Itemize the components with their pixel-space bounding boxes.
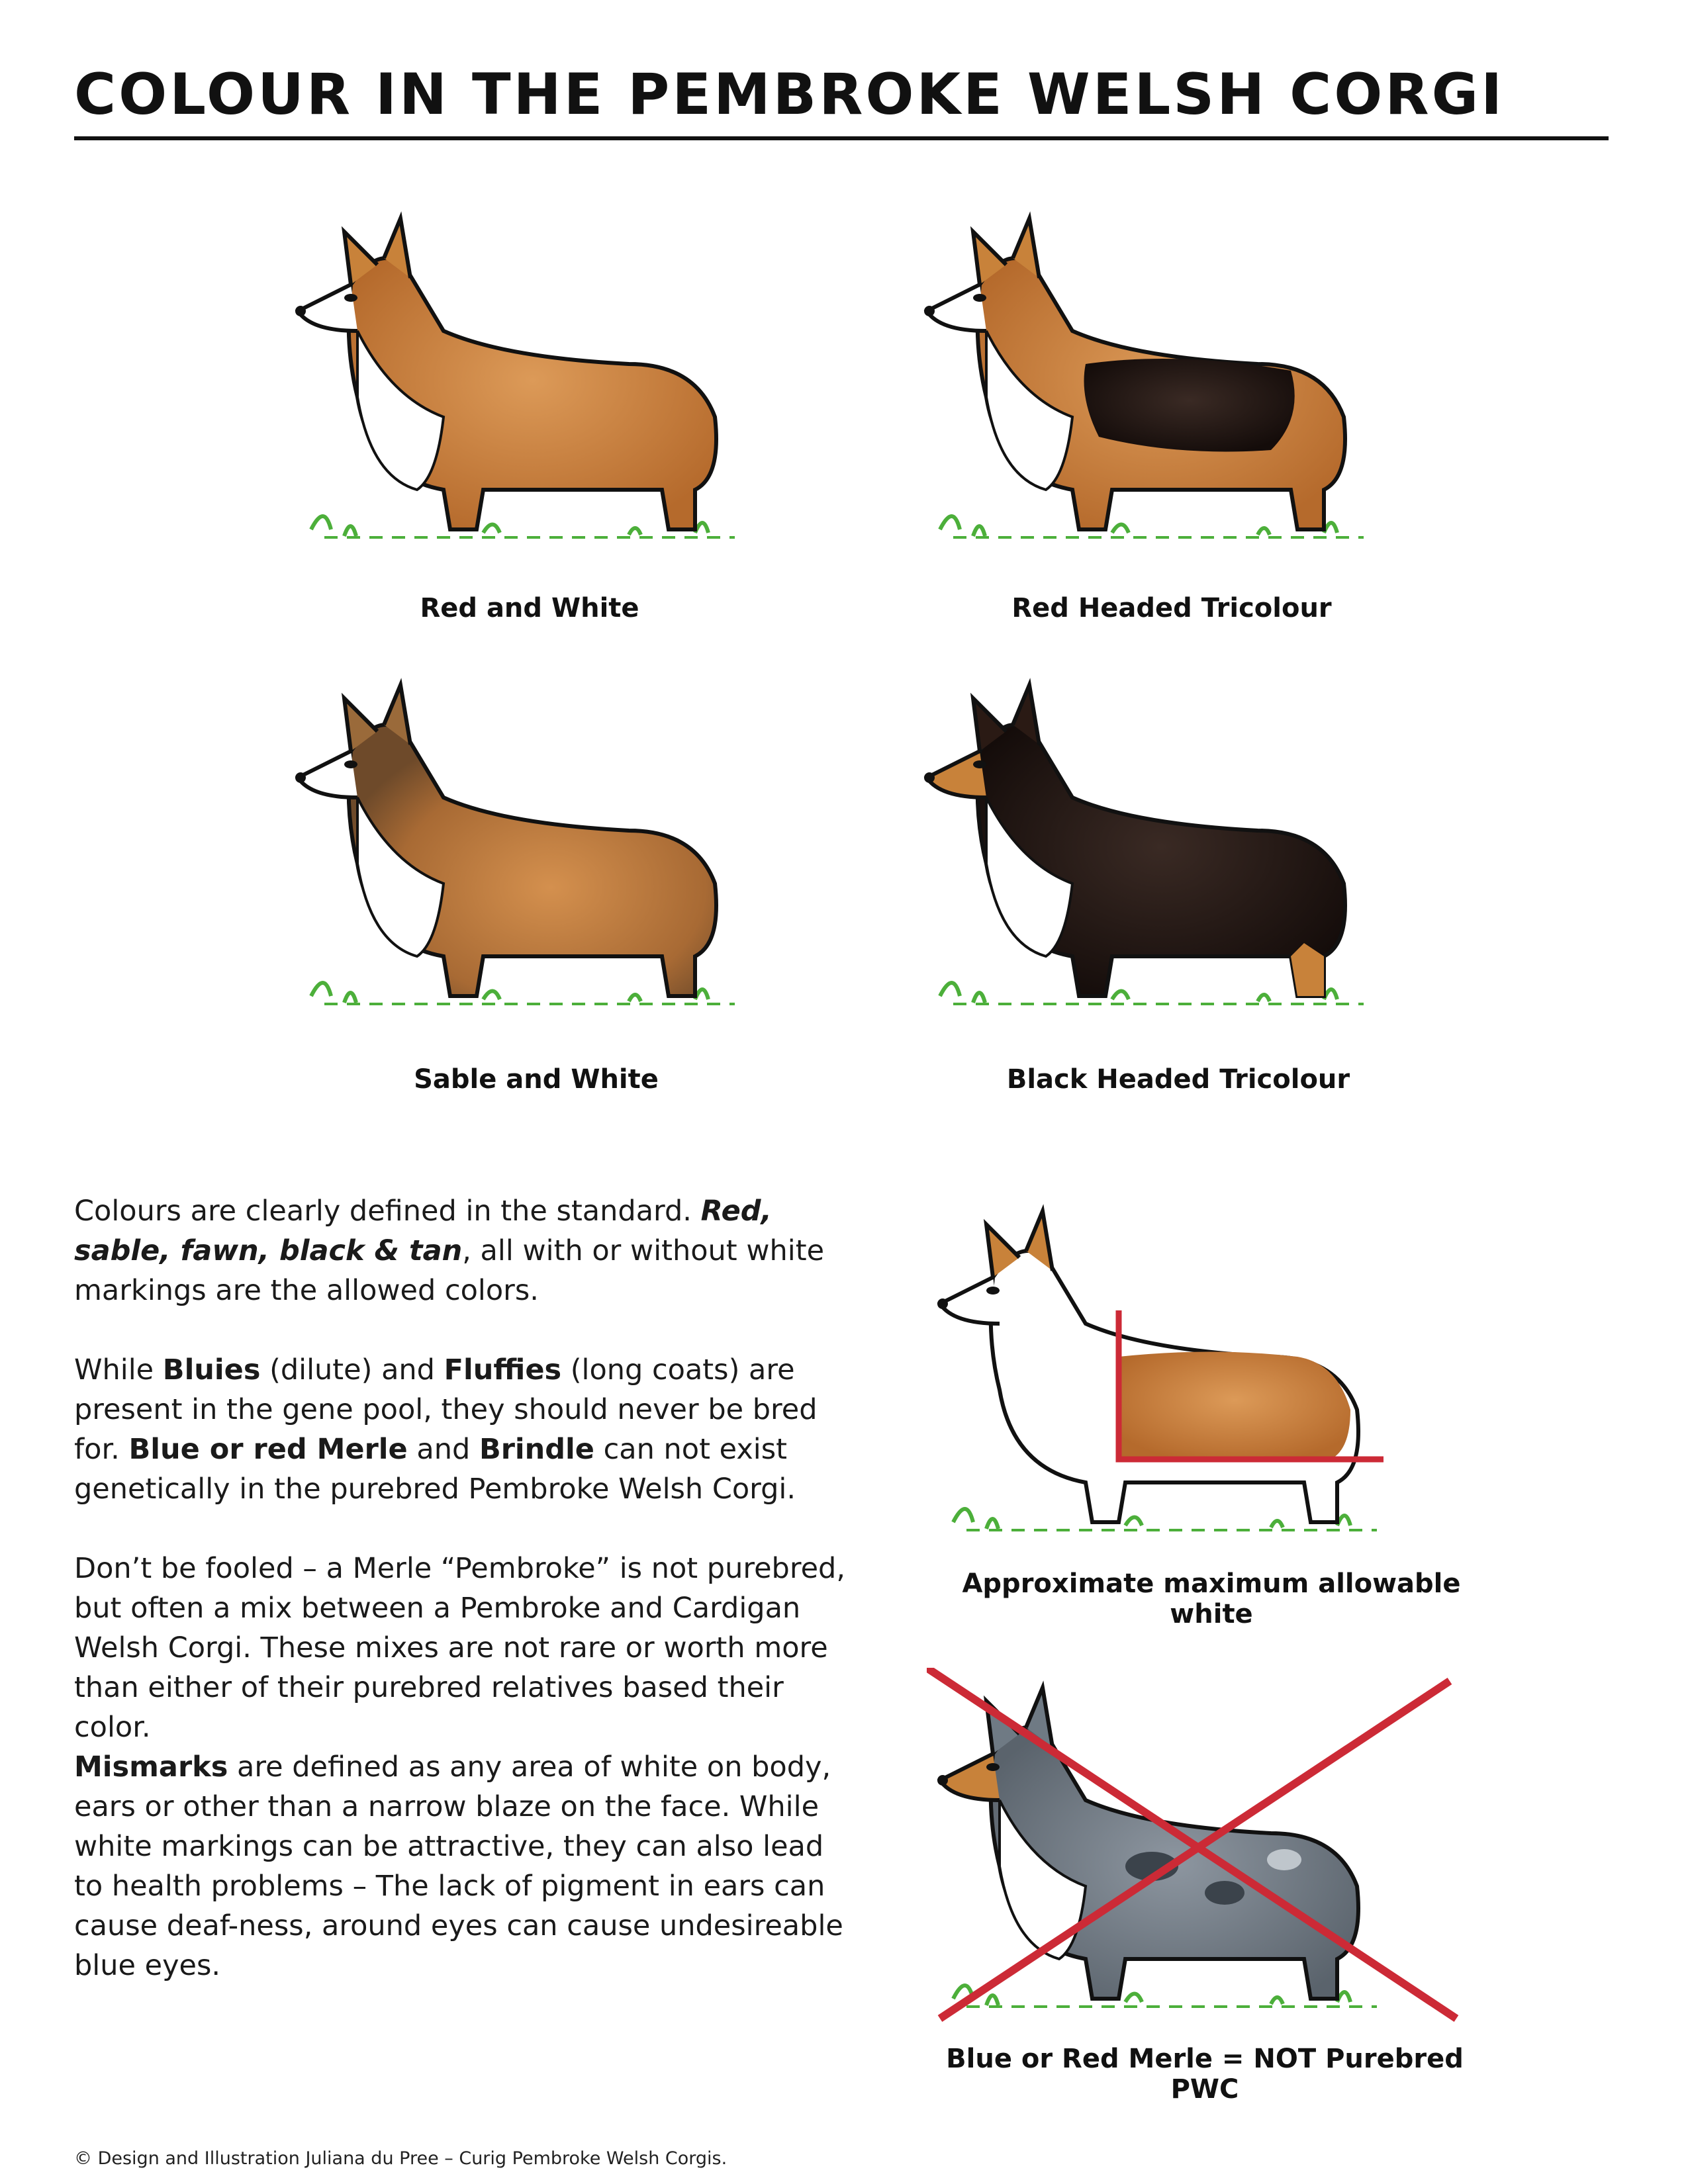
para2-text-g: and [407,1433,479,1466]
caption-sable-white: Sable and White [414,1064,659,1095]
corgi-red-tricolour-figure [914,199,1417,569]
para2-bluies: Bluies [162,1353,261,1387]
caption-red-tricolour: Red Headed Tricolour [1011,593,1332,623]
paragraph-merle-warning [74,1549,855,1747]
copyright-footer: © Design and Illustration Juliana du Pree – Curig Pembroke Welsh Corgis. [74,2148,727,2169]
caption-merle: Blue or Red Merle = NOT Purebred PWC [946,2044,1464,2105]
corgi-merle-illustration [927,1668,1470,2025]
corgi-sable-white-figure [285,665,788,1036]
para1-text-c: , all with or without white markings are the allowed colors. [74,1234,825,1307]
para2-text-a: While [74,1353,163,1387]
paragraph-mismarks [74,1747,855,1985]
para4-text-b: are defined as any area of white on body, ears or other than a narrow blaze on the face. While white markings can be attractive, they can also lead to health problems – The lack of pigment in ears can cause deaf-ness, around eyes can cause undesireable blue eyes. [74,1751,843,1982]
paragraph-allowed-colours [74,1191,855,1310]
caption-black-tricolour: Black Headed Tricolour [1006,1064,1350,1095]
para2-fluffies: Fluffies [444,1353,562,1387]
corgi-red-tricolour-illustration [914,199,1417,569]
page-title: COLOUR IN THE PEMBROKE WELSH CORGI [74,62,1505,128]
para2-merle: Blue or red Merle [128,1433,408,1466]
para4-mismarks: Mismarks [74,1751,228,1784]
corgi-max-white-figure [927,1191,1443,1549]
caption-max-white: Approximate maximum allowable white [962,1569,1461,1629]
corgi-red-white-figure [285,199,788,569]
corgi-black-tricolour-figure [914,665,1417,1036]
caption-red-white: Red and White [420,593,639,623]
corgi-red-white-illustration [285,199,788,569]
para2-text-i: can not exist genetically in the purebred Pembroke Welsh Corgi. [74,1433,796,1506]
para3-text: Don’t be fooled – a Merle “Pembroke” is not purebred, but often a mix between a Pembroke and Cardigan Welsh Corgi. These mixes are not rare or worth more than either of their purebred relatives based their color. [74,1552,845,1744]
corgi-max-white-illustration [927,1191,1443,1549]
paragraph-bluies-fluffies [74,1350,855,1509]
corgi-sable-white-illustration [285,665,788,1036]
title-underline [74,136,1609,140]
corgi-black-tricolour-illustration [914,665,1417,1036]
para2-brindle: Brindle [479,1433,594,1466]
para1-text-a: Colours are clearly defined in the standard. [74,1195,701,1228]
para2-text-e: (long coats) are present in the gene pool, they should never be bred for. [74,1353,818,1466]
para1-allowed-colours-emph: Red, sable, fawn, black & tan [74,1195,772,1267]
corgi-merle-figure [927,1668,1470,2025]
para2-text-c: (dilute) and [260,1353,444,1387]
